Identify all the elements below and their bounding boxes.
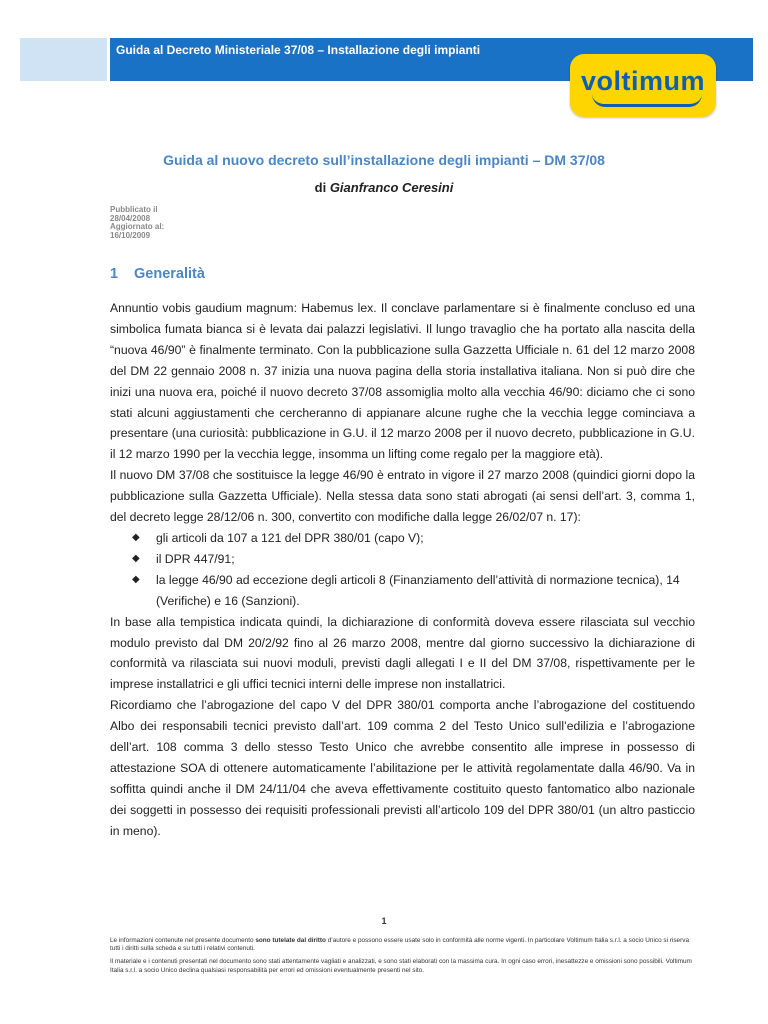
- list-item: [110, 549, 695, 570]
- paragraph: In base alla tempistica indicata quindi, la dichiarazione di conformità doveva essere rilasciata sul vecchio modulo previsto dal DM 20/2/92 fino al 26 marzo 2008, mentre dal giorno successivo la dichiarazione di conformità va rilasciata sui nuovi moduli, previsti dagli allegati I e II del DM 37/08, rispettivamente per le imprese installatrici e gli uffici tecnici interni delle imprese non installatrici.: [110, 614, 695, 692]
- footer-text: Le informazioni contenute nel presente documento: [110, 937, 254, 944]
- voltimum-logo: [570, 54, 716, 117]
- paragraph: Ricordiamo che l’abrogazione del capo V del DPR 380/01 comporta anche l’abrogazione del costituendo Albo dei responsabili tecnici previsto dall’art. 109 comma 2 del Testo Unico sull’edilizia e l’abrogazione dell’art. 108 comma 3 dello stesso Testo Unico che avrebbe consentito alle imprese in possesso di attestazione SOA di ottenere automaticamente l’abilitazione per le attività regolamentate dalla 46/90. Va in soffitta quindi anche il DM 24/11/04 che aveva effettivamente costituito questo fantomatico albo nazionale dei soggetti in possesso dei requisiti professionali previsti all’articolo 109 del DPR 380/01 (un altro pasticcio in meno).: [110, 698, 695, 838]
- footer-liability: Il materiale e i contenuti presentati nel documento sono stati attentamente vagliati e analizzati, e sono stati elaborati con la massima cura. In ogni caso errori, inesattezze e omissioni sono possibili. Voltimum Italia s.r.l. a socio Unico declina qualsiasi responsabilità per errori ed omissioni eventualmente presenti nel sito.: [110, 958, 692, 974]
- header-accent-block: [20, 38, 107, 81]
- section-number: 1: [110, 266, 119, 282]
- publication-info: [110, 206, 164, 240]
- diamond-bullet-icon: ◆: [132, 531, 140, 543]
- paragraph: Il nuovo DM 37/08 che sostituisce la legge 46/90 è entrato in vigore il 27 marzo 2008 (quindici giorni dopo la pubblicazione sulla Gazzetta Ufficiale). Nella stessa data sono stati abrogati (ai sensi dell’art. 3, comma 1, del decreto legge 28/12/06 n. 300, convertito con modifiche dalla legge 26/02/07 n. 17):: [110, 468, 695, 525]
- list-item: [110, 570, 695, 612]
- author-line: [0, 180, 768, 195]
- diamond-bullet-icon: ◆: [132, 552, 140, 564]
- header-title: Guida al Decreto Ministeriale 37/08 – Installazione degli impianti: [116, 43, 481, 57]
- updated-date: 16/10/2009: [110, 230, 151, 240]
- author-prefix: di: [314, 180, 327, 195]
- published-label: Pubblicato il: [110, 205, 158, 214]
- list-item-text: la legge 46/90 ad eccezione degli articoli 8 (Finanziamento dell’attività di normazione tecnica), 14 (Verifiche) e 16 (Sanzioni).: [156, 572, 680, 608]
- footer-copyright: [110, 937, 700, 953]
- published-date: 28/04/2008: [110, 213, 151, 223]
- logo-swoosh-icon: [592, 94, 702, 107]
- list-item-text: il DPR 447/91;: [156, 551, 235, 566]
- body-text: [110, 298, 695, 842]
- list-item-text: gli articoli da 107 a 121 del DPR 380/01 (capo V);: [156, 530, 424, 545]
- paragraph: Annuntio vobis gaudium magnum: Habemus lex. Il conclave parlamentare si è finalmente concluso ed una simbolica fumata bianca si è levata dai palazzi legislativi. Il lungo travaglio che ha portato alla nascita della “nuova 46/90” è finalmente terminato. Con la pubblicazione sulla Gazzetta Ufficiale n. 61 del 12 marzo 2008 del DM 22 gennaio 2008 n. 37 inizia una nuova pagina della storia installativa italiana. Non si può dire che inizi una nuova era, poiché il nuovo decreto 37/08 assomiglia molto alla vecchia 46/90: diciamo che ci sono stati alcuni aggiustamenti che cercheranno di appianare alcune rughe che la vecchia legge cominciava a presentare (una curiosità: pubblicazione in G.U. il 12 marzo 2008 per il nuovo decreto, pubblicazione in G.U. il 12 marzo 1990 per la vecchia legge, insomma un lifting come regalo per la maggiore età).: [110, 301, 695, 462]
- footer-text: d’autore e possono essere usate solo in conformità alle norme vigenti. In particolare Voltimum Italia s.r.l. a socio Unico si riserva tutti i diritti sulla scheda e su tutti i relativi contenuti.: [110, 937, 689, 953]
- footer-bold-text: sono tutelate dal diritto: [255, 937, 326, 944]
- footer-disclaimer: [110, 937, 700, 980]
- diamond-bullet-icon: ◆: [132, 573, 140, 585]
- updated-label: Aggiornato al:: [110, 222, 165, 231]
- logo-text: voltimum: [580, 66, 705, 96]
- section-title: Generalità: [134, 266, 205, 282]
- bullet-list: [110, 528, 695, 612]
- author-name: Gianfranco Ceresini: [329, 180, 454, 195]
- list-item: [110, 528, 695, 549]
- section-heading: [110, 266, 205, 282]
- document-title: Guida al nuovo decreto sull’installazione degli impianti – DM 37/08: [163, 152, 605, 168]
- page-number: 1: [381, 916, 387, 926]
